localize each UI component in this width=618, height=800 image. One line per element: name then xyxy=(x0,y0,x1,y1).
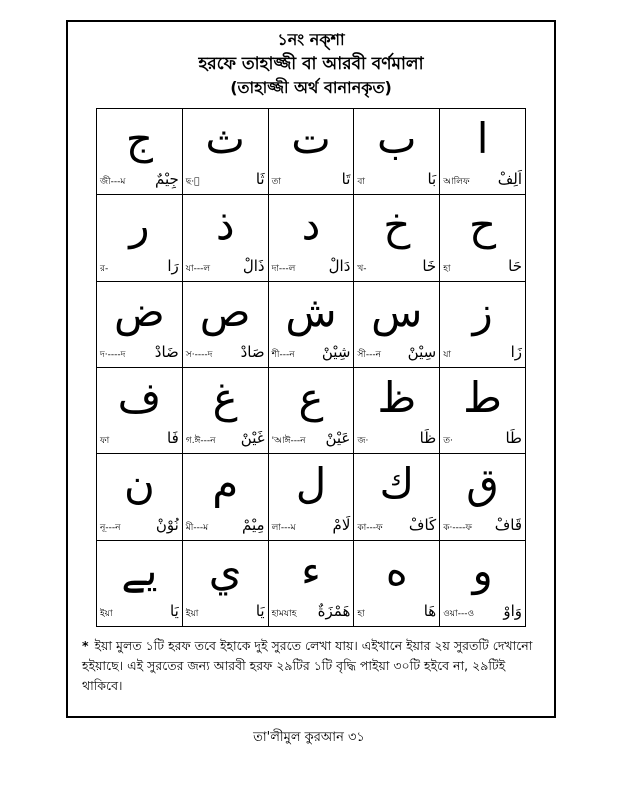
letter-name-row xyxy=(100,170,179,188)
arabic-letter: ش xyxy=(285,286,337,336)
letter-cell xyxy=(354,109,440,195)
arabic-letter-name: كَافْ xyxy=(408,515,437,534)
bengali-pronunciation: গ.ঈ---ন xyxy=(185,436,216,447)
arabic-letter-name: طَا xyxy=(505,429,522,448)
arabic-letter-name: رَا xyxy=(167,256,179,275)
bengali-pronunciation: লা---ম xyxy=(271,522,296,533)
letter-name-row xyxy=(272,257,351,275)
arabic-letter: ط xyxy=(463,373,503,422)
page-footer: তা'লীমুল কুরআন ৩১ xyxy=(253,730,365,745)
arabic-letter-name: فَا xyxy=(167,429,179,448)
letter-name-row xyxy=(443,170,522,188)
letter-cell xyxy=(183,541,269,627)
letter-cell xyxy=(183,454,269,540)
letter-cell xyxy=(269,195,355,281)
letter-cell xyxy=(269,368,355,454)
bengali-pronunciation: র- xyxy=(100,263,109,274)
arabic-letter-name: تَا xyxy=(341,170,351,189)
bengali-pronunciation: হা xyxy=(443,263,451,274)
arabic-letter: خ xyxy=(383,200,411,250)
letter-cell xyxy=(269,541,355,627)
arabic-letter-name: قَافْ xyxy=(494,515,522,534)
letter-name-row xyxy=(100,516,179,534)
letter-cell xyxy=(440,109,526,195)
page-title: হরফে তাহাজ্জী বা আরবী বর্ণমালা xyxy=(198,54,424,74)
bengali-pronunciation: দা---ল xyxy=(271,263,296,274)
alphabet-grid xyxy=(96,108,526,627)
arabic-letter-name: خَا xyxy=(422,256,437,275)
bengali-pronunciation: ইয়া xyxy=(100,609,113,619)
chart-frame xyxy=(66,20,556,718)
letter-name-row xyxy=(100,343,179,361)
letter-cell xyxy=(440,541,526,627)
arabic-letter: ح xyxy=(469,200,497,250)
letter-name-row xyxy=(443,516,522,534)
bengali-pronunciation: যা---ল xyxy=(185,263,211,274)
letter-cell xyxy=(440,195,526,281)
arabic-letter-name: هَا xyxy=(423,602,437,620)
letter-name-row xyxy=(272,170,351,188)
arabic-letter: ر xyxy=(129,200,150,250)
arabic-letter: ف xyxy=(117,373,162,422)
arabic-letter: يے xyxy=(121,545,158,595)
arabic-letter-name: عَيْنْ xyxy=(325,429,351,448)
letter-cell xyxy=(183,282,269,368)
arabic-letter: ع xyxy=(298,373,324,422)
arabic-letter-name: غَيْنْ xyxy=(240,429,265,448)
arabic-letter-name: نُوْنْ xyxy=(155,515,179,534)
arabic-letter: ث xyxy=(205,114,245,163)
letter-name-row xyxy=(357,257,436,275)
letter-cell xyxy=(97,195,183,281)
letter-cell xyxy=(354,454,440,540)
letter-cell xyxy=(183,109,269,195)
arabic-letter: ب xyxy=(377,114,417,163)
arabic-letter-name: دَالْ xyxy=(328,256,351,275)
letter-name-row xyxy=(443,602,522,620)
letter-cell xyxy=(97,109,183,195)
letter-name-row xyxy=(357,170,436,188)
bengali-pronunciation: বা xyxy=(357,177,366,188)
bengali-pronunciation: ছ·া xyxy=(185,177,200,188)
bengali-pronunciation: তা xyxy=(271,177,281,188)
letter-name-row xyxy=(272,343,351,361)
bengali-pronunciation: ইয়া xyxy=(185,609,199,619)
letter-cell xyxy=(440,454,526,540)
letter-name-row xyxy=(443,343,522,361)
arabic-letter: ك xyxy=(379,459,415,509)
arabic-letter: ذ xyxy=(215,200,235,250)
arabic-letter-name: زَا xyxy=(510,343,522,361)
arabic-letter-name: صَادْ xyxy=(240,343,265,361)
letter-name-row xyxy=(272,602,351,620)
letter-name-row xyxy=(443,429,522,447)
bengali-pronunciation: জী---ম xyxy=(100,177,126,188)
arabic-letter: ق xyxy=(466,459,499,509)
letter-name-row xyxy=(100,429,179,447)
arabic-letter: ص xyxy=(199,286,251,336)
arabic-letter: و xyxy=(472,545,493,595)
arabic-letter-name: يَا xyxy=(170,602,179,620)
bengali-pronunciation: দ·----দ xyxy=(100,350,126,360)
letter-cell xyxy=(354,195,440,281)
arabic-letter-name: اَلِفْ xyxy=(497,170,522,189)
letter-name-row xyxy=(357,602,436,620)
chart-number: ১নং নক্শা xyxy=(277,30,345,49)
bengali-pronunciation: মী---ম xyxy=(185,522,209,533)
letter-name-row xyxy=(100,257,179,275)
arabic-letter-name: بَا xyxy=(427,170,437,189)
arabic-letter: ظ xyxy=(377,373,417,422)
letter-cell xyxy=(97,282,183,368)
bengali-pronunciation: সী---ন xyxy=(357,350,382,360)
arabic-letter: ي xyxy=(208,545,242,595)
letter-name-row xyxy=(272,516,351,534)
bengali-pronunciation: কা---ফ xyxy=(357,522,383,533)
letter-name-row xyxy=(186,516,265,534)
letter-name-row xyxy=(357,429,436,447)
arabic-letter-name: وَاوْ xyxy=(503,602,522,620)
bengali-pronunciation: জ· xyxy=(357,436,369,447)
letter-cell xyxy=(269,109,355,195)
arabic-letter: د xyxy=(301,200,321,250)
letter-name-row xyxy=(100,602,179,620)
arabic-letter-name: ذَالْ xyxy=(242,256,265,275)
letter-cell xyxy=(183,368,269,454)
letter-cell xyxy=(97,368,183,454)
letter-name-row xyxy=(186,602,265,620)
bengali-pronunciation: হা xyxy=(357,609,365,619)
arabic-letter-name: شِيْنْ xyxy=(321,343,351,361)
arabic-letter: ت xyxy=(291,114,331,163)
arabic-letter: ز xyxy=(472,286,493,336)
bengali-pronunciation: হামযাহ xyxy=(271,609,297,619)
footnote xyxy=(82,636,540,696)
letter-name-row xyxy=(357,343,436,361)
arabic-letter: ه xyxy=(385,545,408,595)
letter-cell xyxy=(440,368,526,454)
arabic-letter-name: جِيْمٌ xyxy=(155,170,179,189)
bengali-pronunciation: ওয়া---ও xyxy=(443,609,475,619)
letter-name-row xyxy=(186,343,265,361)
arabic-letter: ل xyxy=(295,459,327,509)
bengali-pronunciation: ত· xyxy=(443,436,453,447)
bengali-pronunciation: স·----দ xyxy=(185,350,213,360)
letter-cell xyxy=(269,454,355,540)
letter-name-row xyxy=(186,429,265,447)
bengali-pronunciation: নূ---ন xyxy=(100,522,121,533)
arabic-letter-name: ظَا xyxy=(419,429,437,448)
letter-cell xyxy=(269,282,355,368)
bengali-pronunciation: ক·----ফ xyxy=(443,522,472,533)
arabic-letter-name: حَا xyxy=(508,256,522,275)
arabic-letter: ء xyxy=(301,545,321,595)
arabic-letter: ن xyxy=(123,459,155,509)
bengali-pronunciation: শী---ন xyxy=(271,350,295,360)
letter-name-row xyxy=(186,170,265,188)
footnote-star: * xyxy=(82,638,89,653)
letter-name-row xyxy=(357,516,436,534)
header xyxy=(68,28,554,100)
arabic-letter-name: مِيْمْ xyxy=(242,515,265,534)
letter-cell xyxy=(354,282,440,368)
arabic-letter: م xyxy=(212,459,239,509)
arabic-letter: س xyxy=(371,286,423,336)
letter-cell xyxy=(97,541,183,627)
letter-name-row xyxy=(186,257,265,275)
arabic-letter-name: لَامْ xyxy=(332,515,351,534)
arabic-letter: غ xyxy=(212,373,238,422)
bengali-pronunciation: খ- xyxy=(357,263,367,274)
letter-cell xyxy=(440,282,526,368)
bengali-pronunciation: 'আঈ---ন xyxy=(271,436,306,447)
arabic-letter-name: سِيْنْ xyxy=(407,343,437,361)
arabic-letter: ا xyxy=(476,114,489,163)
letter-cell xyxy=(97,454,183,540)
letter-cell xyxy=(183,195,269,281)
arabic-letter-name: ضَادْ xyxy=(154,343,179,361)
letter-name-row xyxy=(443,257,522,275)
bengali-pronunciation: ফা xyxy=(100,436,110,447)
footnote-text: ইয়া মুলত ১টি হরফ তবে ইহাকে দুই সুরতে লেখা যায়। এইখানে ইয়ার ২য় সুরতটি দেখানো হইয়াছে। এই সুরতের জন্য আরবী হরফ ২৯টির ১টি বৃদ্ধি পাইয়া ৩০টি হইবে না, ২৯টিই থাকিবে। xyxy=(82,638,533,693)
letter-cell xyxy=(354,541,440,627)
arabic-letter: ج xyxy=(125,114,153,163)
bengali-pronunciation: আলিফ xyxy=(443,177,470,188)
arabic-letter: ض xyxy=(114,286,165,336)
letter-cell xyxy=(354,368,440,454)
arabic-letter-name: يَا xyxy=(255,602,265,620)
page-subtitle: (তাহাজ্জী অর্থ বানানকৃত) xyxy=(230,78,392,97)
bengali-pronunciation: যা xyxy=(443,350,451,360)
arabic-letter-name: هَمْزَةٌ xyxy=(317,602,351,620)
letter-name-row xyxy=(272,429,351,447)
arabic-letter-name: ثَا xyxy=(255,170,265,189)
